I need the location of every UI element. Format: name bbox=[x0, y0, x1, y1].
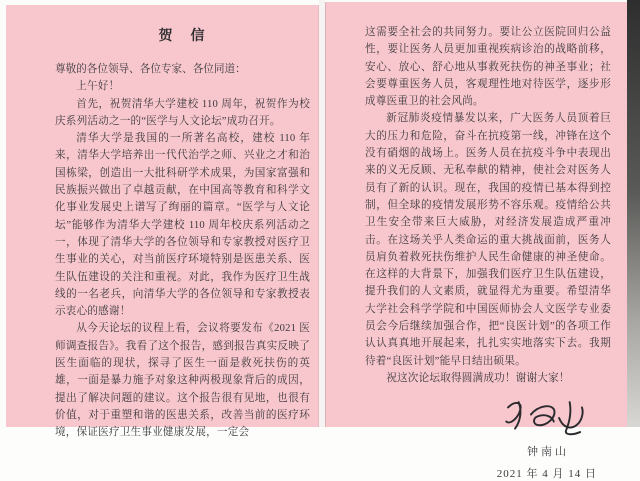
page-1-body bbox=[55, 78, 310, 441]
signature-date: 2021 年 4 月 14 日 bbox=[496, 468, 597, 481]
paragraph: 上午好！ bbox=[76, 81, 120, 93]
letter-page-2 bbox=[325, 2, 627, 481]
paragraph: 首先，祝贺清华大学建校 110 周年，祝贺作为校庆系列活动之一的“医学与人文论坛”成功召开。 bbox=[55, 98, 310, 127]
letter-title: 贺 信 bbox=[158, 29, 207, 44]
paragraph: 从今天论坛的议程上看，会议将要发布《2021 医师调查报告》。我看了这个报告，感到报告真实反映了医生面临的现状，探寻了医生一面是救死扶伤的英雄，一面是暴力施予对象这种两极现象背后的成因，提出了解决问题的建议。这个报告很有见地，也很有价值，对于重塑和谐的医患关系，改善当前的医疗环境，保证医疗卫生事业健康发展，一定会 bbox=[55, 323, 310, 439]
scan-edge-strip bbox=[627, 0, 640, 427]
paragraph: 新冠肺炎疫情暴发以来，广大医务人员顶着巨大的压力和危险，奋斗在抗疫第一线，冲锋在这个没有硝烟的战场上。医务人员在抗疫斗争中表现出来的义无反顾、无私奉献的精神，使社会对医务人员有了新的认识。现在，我国的疫情已基本得到控制，但全球的疫情发展形势不容乐观。疫情给公共卫生安全带来巨大威胁，对经济发展造成严重冲击。在这场关乎人类命运的重大挑战面前，医务人员肩负着救死扶伤维护人民生命健康的神圣使命。在这样的大背景下，加强我们医疗卫生队伍建设，提升我们的人文素质，就显得尤为重要。希望清华大学社会科学学院和中国医师协会人文医学专业委员会今后继续加强合作，把“良医计划”的各项工作认认真真地开展起来，扎扎实实地落实下去。我期待着“良医计划”能早日结出硕果。 bbox=[365, 113, 611, 367]
salutation: 尊敬的各位领导、各位专家、各位同道： bbox=[55, 64, 246, 75]
handwritten-signature-icon bbox=[501, 395, 589, 441]
paragraph: 清华大学是我国的一所著名高校，建校 110 年来，清华大学培养出一代代治学之师、兴业之才和治国栋梁，创造出一大批科研学术成果，为国家富强和民族振兴做出了卓越贡献，在中国高等教育和科学文化事业发展史上谱写了绚丽的篇章。“医学与人文论坛”能够作为清华大学建校 110 周年校庆系列活动之一，体现了清华大学的各位领导和专家教授对医疗卫生事业的关心，对当前医疗环境特别是医患关系、医生队伍建设的关注和重视。对此，我作为医疗卫生战线的一名老兵，向清华大学的各位领导和专家教授表示衷心的感谢！ bbox=[55, 133, 310, 318]
signature-block bbox=[365, 395, 611, 481]
letter-page-1 bbox=[6, 5, 319, 439]
page-2-body bbox=[365, 24, 611, 387]
paragraph: 这需要全社会的共同努力。要让公立医院回归公益性，要让医务人员更加重视疾病诊治的战略前移，安心、放心、舒心地从事救死扶伤的神圣事业；社会要尊重医务人员，客观理性地对待医学，逐步形成尊医重卫的社会风尚。 bbox=[365, 27, 611, 108]
paragraph: 祝这次论坛取得圆满成功！谢谢大家！ bbox=[386, 372, 570, 384]
signature-name: 钟南山 bbox=[527, 446, 569, 459]
